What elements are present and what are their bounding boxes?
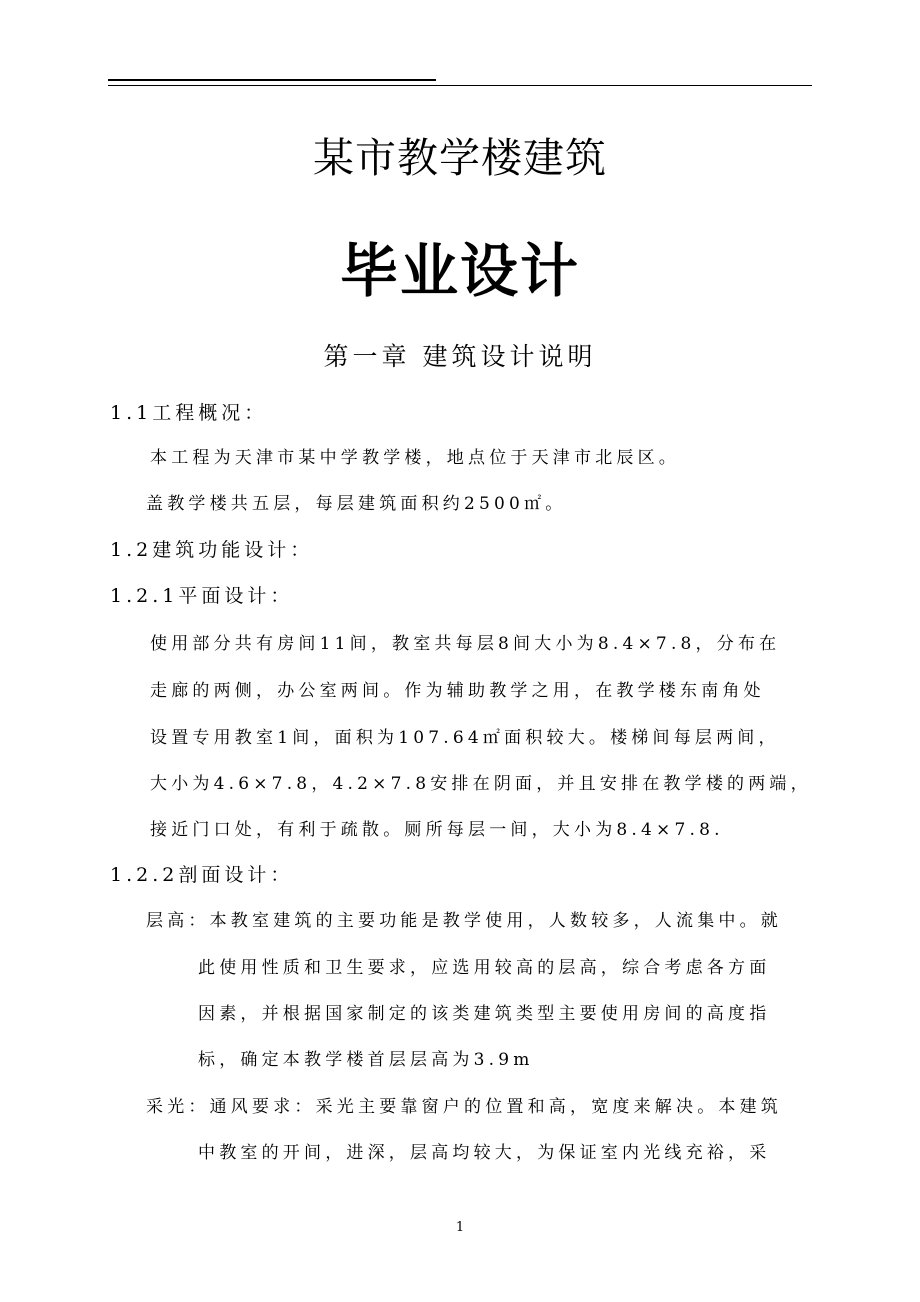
paragraph-line: 标，确定本教学楼首层层高为3.9m [198,1050,534,1070]
section-heading-1-2-2: 1.2.2剖面设计： [110,864,294,886]
paragraph-line: 设置专用教室1间，面积为107.64㎡面积较大。楼梯间每层两间， [150,728,780,748]
paragraph-line: 因素，并根据国家制定的该类建筑类型主要使用房间的高度指 [198,1004,771,1024]
header-rule-thick [108,79,436,81]
paragraph-line: 大小为4.6×7.8，4.2×7.8安排在阴面，并且安排在教学楼的两端， [150,774,812,794]
page-number: 1 [455,1220,465,1235]
paragraph-line: 本工程为天津市某中学教学楼，地点位于天津市北辰区。 [150,448,680,468]
paragraph-line-lighting: 采光：通风要求：采光主要靠窗户的位置和高，宽度来解决。本建筑 [146,1097,782,1117]
paragraph-line: 走廊的两侧，办公室两间。作为辅助教学之用，在教学楼东南角处 [150,681,765,701]
section-heading-1-2-1: 1.2.1平面设计： [110,585,294,607]
document-title-line1: 某市教学楼建筑 [313,134,607,182]
paragraph-line: 中教室的开间，进深，层高均较大，为保证室内光线充裕，采 [198,1143,771,1163]
header-rule-thin [108,85,812,86]
section-heading-1-1: 1.1工程概况： [110,402,268,424]
paragraph-line: 盖教学楼共五层，每层建筑面积约2500㎡。 [146,494,567,514]
paragraph-line: 接近门口处，有利于疏散。厕所每层一间，大小为8.4×7.8. [150,820,724,840]
paragraph-line: 使用部分共有房间11间，教室共每层8间大小为8.4×7.8，分布在 [150,634,781,654]
paragraph-line: 此使用性质和卫生要求，应选用较高的层高，综合考虑各方面 [198,958,771,978]
document-title-line2: 毕业设计 [339,237,580,305]
paragraph-line-storey: 层高：本教室建筑的主要功能是教学使用，人数较多，人流集中。就 [146,911,782,931]
section-heading-1-2: 1.2建筑功能设计： [110,539,314,561]
chapter-title: 第一章 建筑设计说明 [323,342,597,371]
